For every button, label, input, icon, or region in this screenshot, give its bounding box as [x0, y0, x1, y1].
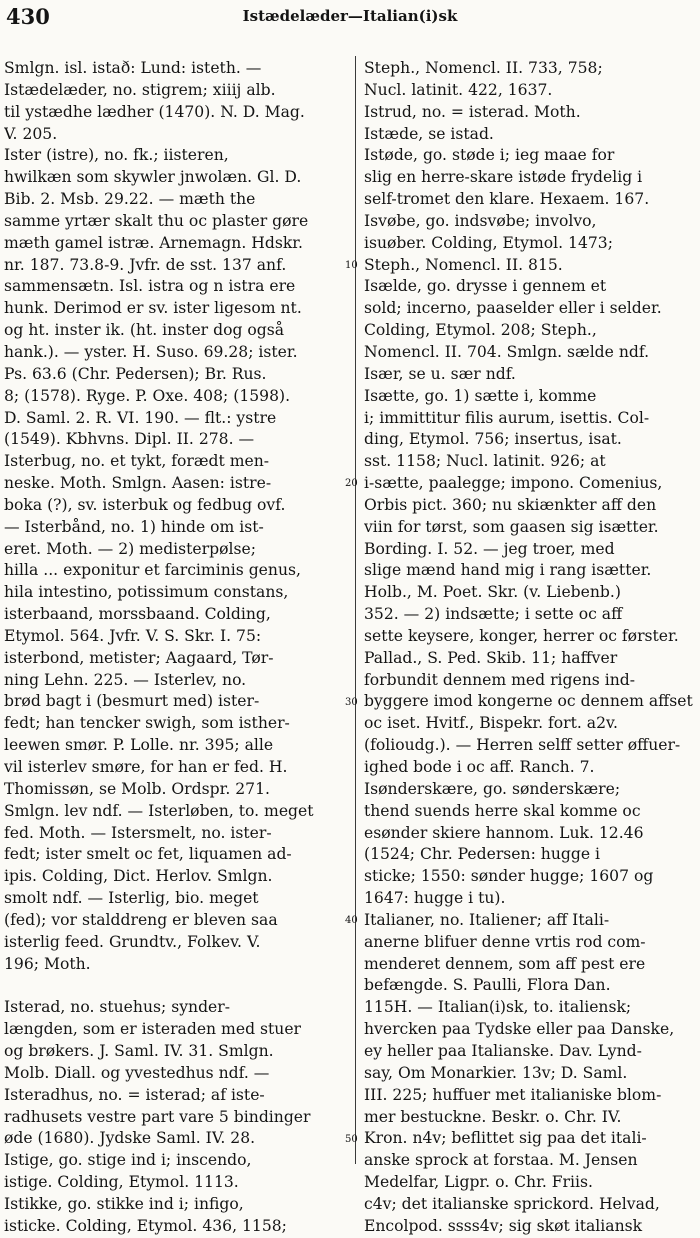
- text-line: befængde. S. Paulli, Flora Dan.: [364, 976, 611, 995]
- text-line: thend suends herre skal komme oc: [364, 801, 641, 820]
- text-line: 115H. — Italian(i)sk, to. italiensk;: [364, 998, 632, 1017]
- text-line: ding, Etymol. 756; insertus, isat.: [364, 430, 622, 449]
- text-line: ipis. Colding, Dict. Herlov. Smlgn.: [4, 867, 273, 886]
- text-line: sammensætn. Isl. istra og n istra ere: [4, 277, 296, 296]
- text-line: i; immittitur filis aurum, isettis. Col-: [364, 408, 650, 427]
- text-line: Isvøbe, go. indsvøbe; involvo,: [364, 211, 597, 230]
- text-line: Smlgn. lev ndf. — Isterløben, to. meget: [4, 801, 314, 820]
- text-line: sst. 1158; Nucl. latinit. 926; at: [364, 452, 606, 471]
- text-line: viin for tørst, som gaasen sig isætter.: [364, 517, 659, 536]
- text-line: Isterbug, no. et tykt, forædt men-: [4, 452, 270, 471]
- text-line: oc iset. Hvitf., Bispekr. fort. a2v.: [364, 714, 618, 733]
- text-line: Nucl. latinit. 422, 1637.: [364, 80, 553, 99]
- running-head: Istædelæder—Italian(i)sk: [242, 7, 458, 25]
- text-line: Isterad, no. stuehus; synder-: [4, 998, 231, 1017]
- text-line: isterlig feed. Grundtv., Folkev. V.: [4, 932, 261, 951]
- text-line: hwilkæn som skywler jnwolæn. Gl. D.: [4, 168, 302, 187]
- text-line: slige mænd hand mig i rang isætter.: [364, 561, 652, 580]
- text-line: byggere imod kongerne oc dennem affset: [364, 692, 693, 711]
- page-number: 430: [6, 4, 50, 29]
- text-line: øde (1680). Jydske Saml. IV. 28.: [4, 1129, 256, 1148]
- text-line: fed. Moth. — Istersmelt, no. ister-: [4, 823, 272, 842]
- text-line: III. 225; huffuer met italianiske blom-: [364, 1085, 662, 1104]
- text-line: anske sprock at forstaa. M. Jensen: [364, 1151, 638, 1170]
- text-line: say, Om Monarkier. 13v; D. Saml.: [364, 1063, 628, 1082]
- text-line: Især, se u. sær ndf.: [364, 364, 516, 383]
- text-line: — Isterbånd, no. 1) hinde om ist-: [4, 517, 264, 536]
- text-line: Encolpod. ssss4v; sig skøt italiansk: [364, 1216, 643, 1235]
- text-line: hila intestino, potissimum constans,: [4, 583, 289, 602]
- text-line: hank.). — yster. H. Suso. 69.28; ister.: [4, 342, 298, 361]
- text-line: smolt ndf. — Isterlig, bio. meget: [4, 889, 259, 908]
- text-line: til ystædhe lædher (1470). N. D. Mag.: [4, 102, 305, 121]
- text-line: Istædelæder, no. stigrem; xiiij alb.: [4, 80, 276, 99]
- text-line: Molb. Diall. og yvestedhus ndf. —: [4, 1063, 270, 1082]
- text-line: sticke; 1550: sønder hugge; 1607 og: [364, 867, 654, 886]
- text-line: fedt; ister smelt oc fet, liquamen ad-: [4, 845, 292, 864]
- text-line: (1524; Chr. Pedersen: hugge i: [364, 845, 600, 864]
- text-line: D. Saml. 2. R. VI. 190. — flt.: ystre: [4, 408, 277, 427]
- text-line: slig en herre-skare istøde frydelig i: [364, 168, 643, 187]
- text-line: Ister (istre), no. fk.; iisteren,: [4, 146, 229, 165]
- text-line: vil isterlev smøre, for han er fed. H.: [4, 758, 288, 776]
- text-line: 352. — 2) indsætte; i sette oc aff: [364, 605, 623, 624]
- text-line: Thomissøn, se Molb. Ordspr. 271.: [4, 779, 270, 798]
- text-line: hunk. Derimod er sv. ister ligesom nt.: [4, 299, 302, 318]
- text-line: mer bestuckne. Beskr. o. Chr. IV.: [364, 1107, 622, 1126]
- text-line: Colding, Etymol. 208; Steph.,: [364, 321, 597, 340]
- text-line: og ht. inster ik. (ht. inster dog også: [4, 321, 285, 340]
- line-number-marker: 20: [345, 478, 358, 490]
- text-line: Holb., M. Poet. Skr. (v. Liebenb.): [364, 583, 621, 602]
- text-line: Kron. n4v; beflittet sig paa det itali-: [364, 1129, 647, 1148]
- text-line: forbundit dennem med rigens ind-: [364, 670, 636, 689]
- text-line: ning Lehn. 225. — Isterlev, no.: [4, 670, 247, 689]
- text-line: isterbaand, morssbaand. Colding,: [4, 605, 271, 624]
- text-line: fedt; han tencker swigh, som isther-: [4, 714, 290, 733]
- text-line: Istikke, go. stikke ind i; infigo,: [4, 1194, 244, 1213]
- text-line: neske. Moth. Smlgn. Aasen: istre-: [4, 474, 272, 493]
- text-line: Medelfar, Ligpr. o. Chr. Friis.: [364, 1173, 593, 1192]
- text-line: radhusets vestre part vare 5 bindinger: [4, 1107, 311, 1126]
- text-line: [4, 975, 344, 997]
- text-line: boka (?), sv. isterbuk og fedbug ovf.: [4, 495, 286, 514]
- text-line: ey heller paa Italianske. Dav. Lynd-: [364, 1041, 642, 1060]
- text-line: Steph., Nomencl. II. 815.: [364, 255, 563, 274]
- line-number-marker: 30: [345, 696, 358, 708]
- text-line: 8; (1578). Ryge. P. Oxe. 408; (1598).: [4, 386, 291, 405]
- text-line: sette keysere, konger, herrer oc førster.: [364, 626, 679, 645]
- line-number-marker: 50: [345, 1133, 358, 1145]
- text-line: Istige, go. stige ind i; inscendo,: [4, 1151, 252, 1170]
- left-column: [4, 58, 344, 1238]
- text-line: Ps. 63.6 (Chr. Pedersen); Br. Rus.: [4, 364, 267, 383]
- text-line: Isætte, go. 1) sætte i, komme: [364, 386, 597, 405]
- text-line: i-sætte, paalegge; impono. Comenius,: [364, 474, 663, 493]
- text-line: (1549). Kbhvns. Dipl. II. 278. —: [4, 430, 255, 449]
- text-line: længden, som er isteraden med stuer: [4, 1020, 302, 1039]
- right-column: [364, 58, 696, 1238]
- text-line: istige. Colding, Etymol. 1113.: [4, 1173, 239, 1192]
- text-line: Isteradhus, no. = isterad; af iste-: [4, 1085, 265, 1104]
- text-line: V. 205.: [4, 124, 58, 143]
- line-number-marker: 40: [345, 915, 358, 927]
- text-line: Orbis pict. 360; nu skiænkter aff den: [364, 495, 657, 514]
- text-line: nr. 187. 73.8-9. Jvfr. de sst. 137 anf.: [4, 255, 287, 274]
- text-line: menderet dennem, som aff pest ere: [364, 954, 646, 973]
- line-number-marker: 10: [345, 259, 358, 271]
- text-line: isuøber. Colding, Etymol. 1473;: [364, 233, 613, 252]
- text-line: Bording. I. 52. — jeg troer, med: [364, 539, 615, 558]
- text-line: Istøde, go. støde i; ieg maae for: [364, 146, 615, 165]
- text-line: Istæde, se istad.: [364, 124, 494, 143]
- text-line: anerne blifuer denne vrtis rod com-: [364, 932, 646, 951]
- text-line: brød bagt i (besmurt med) ister-: [4, 692, 260, 711]
- text-line: Smlgn. isl. istað: Lund: isteth. —: [4, 59, 262, 77]
- text-line: hilla ... exponitur et farciminis genus,: [4, 561, 301, 580]
- text-line: isticke. Colding, Etymol. 436, 1158;: [4, 1216, 287, 1235]
- text-line: Isønderskære, go. sønderskære;: [364, 779, 621, 798]
- text-line: mæth gamel istræ. Arnemagn. Hdskr.: [4, 233, 303, 252]
- text-line: eret. Moth. — 2) medisterpølse;: [4, 539, 256, 558]
- text-line: self-tromet den klare. Hexaem. 167.: [364, 190, 650, 209]
- text-line: ighed bode i oc aff. Ranch. 7.: [364, 758, 595, 776]
- text-line: (fed); vor stalddreng er bleven saa: [4, 910, 278, 929]
- text-line: hvercken paa Tydske eller paa Danske,: [364, 1020, 675, 1039]
- text-line: 196; Moth.: [4, 954, 91, 973]
- text-line: Nomencl. II. 704. Smlgn. sælde ndf.: [364, 342, 650, 361]
- text-line: Istrud, no. = isterad. Moth.: [364, 102, 581, 121]
- text-line: Steph., Nomencl. II. 733, 758;: [364, 59, 603, 77]
- text-line: leewen smør. P. Lolle. nr. 395; alle: [4, 736, 274, 755]
- text-line: 1647: hugge i tu).: [364, 889, 506, 908]
- text-line: Bib. 2. Msb. 29.22. — mæth the: [4, 190, 256, 209]
- text-line: Italianer, no. Italiener; aff Itali-: [364, 910, 610, 929]
- text-line: isterbond, metister; Aagaard, Tør-: [4, 648, 274, 667]
- text-line: samme yrtær skalt thu oc plaster gøre: [4, 211, 309, 230]
- text-line: Isælde, go. drysse i gennem et: [364, 277, 607, 296]
- text-line: esønder skiere hannom. Luk. 12.46: [364, 823, 644, 842]
- text-line: Pallad., S. Ped. Skib. 11; haffver: [364, 648, 618, 667]
- page-header: [4, 4, 696, 34]
- column-divider: [355, 56, 356, 1164]
- text-line: og brøkers. J. Saml. IV. 31. Smlgn.: [4, 1041, 274, 1060]
- text-line: Etymol. 564. Jvfr. V. S. Skr. I. 75:: [4, 626, 262, 645]
- text-line: (folioudg.). — Herren selff setter øffuer-: [364, 736, 681, 755]
- text-line: sold; incerno, paaselder eller i selder.: [364, 299, 662, 318]
- text-line: c4v; det italianske sprickord. Helvad,: [364, 1194, 660, 1213]
